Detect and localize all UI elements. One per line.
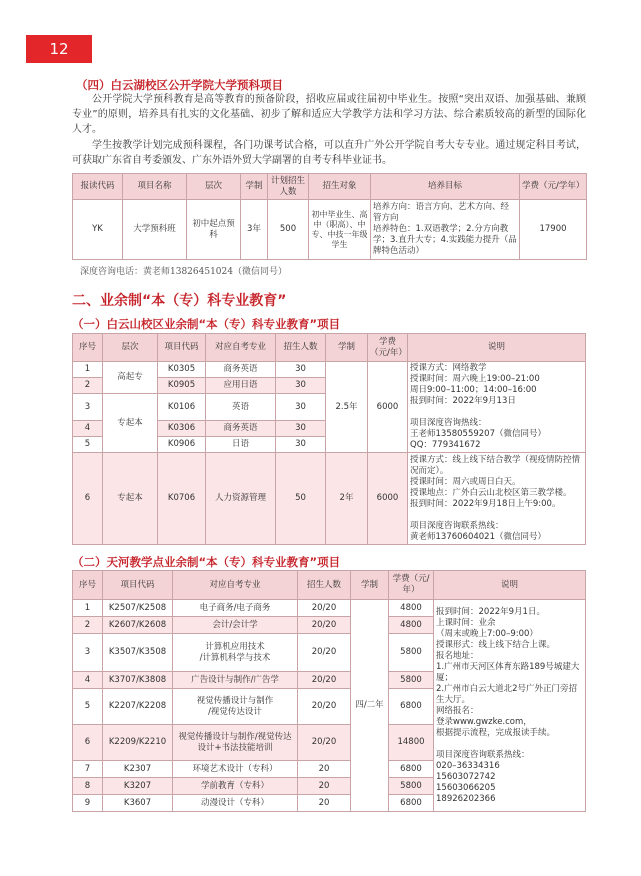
header-level: 层次	[187, 174, 241, 200]
header-major: 对应自考专业	[206, 334, 276, 362]
cell-target: 初中毕业生、高中（职高）、中专、中技一年级学生	[309, 200, 371, 260]
cell-major: 会计/会计学	[173, 617, 298, 634]
cell-fee: 6000	[368, 362, 408, 453]
cell-major: 动漫设计（专科）	[173, 795, 298, 812]
cell-index: 9	[73, 795, 103, 812]
header-quota: 计划招生人数	[268, 174, 309, 200]
cell-code: K0906	[158, 437, 206, 453]
cell-major: 学前教育（专科）	[173, 778, 298, 795]
header-index: 序号	[73, 334, 103, 362]
baiyunshan-table	[72, 333, 586, 545]
cell-level: 专起本	[103, 394, 158, 453]
header-fee: 学费（元/年）	[389, 571, 434, 600]
cell-major: 视觉传播设计与制作 /视觉传达设计	[173, 689, 298, 725]
cell-index: 5	[73, 689, 103, 725]
cell-index: 7	[73, 761, 103, 778]
cell-index: 1	[73, 362, 103, 378]
cell-note: 报到时间：2022年9月1日。 上课时间：业余 （周末或晚上7:00–9:00） 授课形式：线上线下结合上课。 报名地址： 1.广州市天河区体育东路189号城建大厦； 2.广州市白云大道北2号广外正门旁招生大厅。 网络报名： 登录www.gwzke.com， 根据提示流程，完成报读手续。 项目深度咨询联系热线： 020–36334316 15603072742 15603066205 18926202366	[434, 600, 586, 812]
page-number: 12	[26, 35, 92, 63]
cell-code: K2607/K2608	[103, 617, 173, 634]
cell-quota: 30	[276, 421, 326, 437]
header-note: 说明	[434, 571, 586, 600]
cell-quota: 30	[276, 378, 326, 394]
cell-duration: 2.5年	[326, 362, 368, 453]
cell-quota: 20/20	[298, 689, 351, 725]
cell-note: 授课方式：线上线下结合教学（视疫情防控情况而定）。 授课时间：周六或周日白天。 授课地点：广外白云山北校区第三教学楼。 报到时间：2022年9月18日上午9:00。 项目深度咨询联系热线： 黄老师13760604021（微信同号）	[408, 453, 586, 545]
cell-major: 计算机应用技术 /计算机科学与技术	[173, 634, 298, 672]
cell-level: 高起专	[103, 362, 158, 394]
cell-fee: 6800	[389, 795, 434, 812]
cell-duration: 2年	[326, 453, 368, 545]
cell-fee: 17900	[520, 200, 587, 260]
cell-major: 人力资源管理	[206, 453, 276, 545]
header-code: 项目代码	[103, 571, 173, 600]
table-row	[73, 453, 586, 545]
cell-index: 3	[73, 394, 103, 421]
cell-quota: 30	[276, 362, 326, 378]
tianhe-table	[72, 570, 586, 812]
cell-fee: 5800	[389, 778, 434, 795]
cell-duration: 四/二年	[351, 600, 389, 812]
cell-major: 广告设计与制作/广告学	[173, 672, 298, 689]
cell-code: K2207/K2208	[103, 689, 173, 725]
cell-code: K3707/K3808	[103, 672, 173, 689]
cell-code: K2507/K2508	[103, 600, 173, 617]
cell-fee: 5800	[389, 634, 434, 672]
cell-major: 电子商务/电子商务	[173, 600, 298, 617]
cell-major: 视觉传播设计与制作/视觉传达设计+书法技能培训	[173, 725, 298, 761]
table-row	[73, 600, 586, 617]
cell-fee: 6800	[389, 761, 434, 778]
cell-level: 初中起点预科	[187, 200, 241, 260]
cell-quota: 30	[276, 437, 326, 453]
header-index: 序号	[73, 571, 103, 600]
table-row	[73, 200, 587, 260]
cell-major: 英语	[206, 394, 276, 421]
cell-index: 6	[73, 725, 103, 761]
header-target: 招生对象	[309, 174, 371, 200]
header-note: 说明	[408, 334, 586, 362]
cell-code: K3207	[103, 778, 173, 795]
header-duration: 学制	[326, 334, 368, 362]
paragraph-intro: 公开学院大学预科教育是高等教育的预备阶段，招收应届或往届初中毕业生。按照“突出双语、加强基础、兼顾专业”的原则，培养具有扎实的文化基础、初步了解和适应大学教学方法和学习方法、综合素质较高的新型的国际化人才。	[72, 94, 586, 135]
cell-index: 4	[73, 672, 103, 689]
cell-index: 4	[73, 421, 103, 437]
cell-code: K0305	[158, 362, 206, 378]
header-code: 报读代码	[73, 174, 123, 200]
header-code: 项目代码	[158, 334, 206, 362]
cell-level: 专起本	[103, 453, 158, 545]
header-major: 对应自考专业	[173, 571, 298, 600]
cell-major: 日语	[206, 437, 276, 453]
paragraph-pathway: 学生按教学计划完成预科课程，各门功课考试合格，可以直升广外公开学院自考大专专业。通过规定科目考试，可获取广东省自考委颁发、广东外语外贸大学副署的自考专科毕业证书。	[72, 140, 586, 166]
cell-fee: 6800	[389, 689, 434, 725]
cell-fee: 4800	[389, 617, 434, 634]
header-name: 项目名称	[123, 174, 187, 200]
header-goal: 培养目标	[371, 174, 520, 200]
cell-major: 应用日语	[206, 378, 276, 394]
cell-code: K2307	[103, 761, 173, 778]
cell-quota: 20/20	[298, 617, 351, 634]
cell-index: 6	[73, 453, 103, 545]
header-quota: 招生人数	[276, 334, 326, 362]
cell-quota: 20/20	[298, 634, 351, 672]
header-quota: 招生人数	[298, 571, 351, 600]
header-level: 层次	[103, 334, 158, 362]
cell-quota: 20	[298, 761, 351, 778]
cell-quota: 30	[276, 394, 326, 421]
cell-code: K3607	[103, 795, 173, 812]
section-title-parttime: 二、业余制“本（专）科专业教育”	[72, 293, 287, 309]
cell-fee: 4800	[389, 600, 434, 617]
preparatory-table	[72, 173, 587, 260]
cell-index: 1	[73, 600, 103, 617]
cell-fee: 6000	[368, 453, 408, 545]
contact-line: 深度咨询电话：黄老师13826451024（微信同号）	[80, 267, 287, 277]
cell-code: K3507/K3508	[103, 634, 173, 672]
cell-major: 商务英语	[206, 421, 276, 437]
cell-index: 8	[73, 778, 103, 795]
cell-quota: 20	[298, 795, 351, 812]
cell-index: 3	[73, 634, 103, 672]
cell-goal: 培养方向：语言方向、艺术方向、经管方向 培养特色：1.双语教学；2.分方向教学；3.直升大专；4.实践能力提升（品牌特色活动）	[371, 200, 520, 260]
cell-note: 授课方式：网络教学 授课时间：周六晚上19:00–21:00 周日9:00–11:00；14:00–16:00 报到时间：2022年9月13日 项目深度咨询热线： 王老师13580559207（微信同号） QQ：779341672	[408, 362, 586, 453]
cell-duration: 3年	[241, 200, 268, 260]
table-row	[73, 362, 586, 378]
cell-fee: 14800	[389, 725, 434, 761]
cell-quota: 50	[276, 453, 326, 545]
cell-code: K0706	[158, 453, 206, 545]
cell-quota: 20	[298, 778, 351, 795]
cell-index: 5	[73, 437, 103, 453]
cell-code: K2209/K2210	[103, 725, 173, 761]
cell-fee: 5800	[389, 672, 434, 689]
cell-name: 大学预科班	[123, 200, 187, 260]
cell-quota: 20/20	[298, 672, 351, 689]
cell-code: K0905	[158, 378, 206, 394]
cell-quota: 20/20	[298, 600, 351, 617]
section-title-tianhe: （二）天河教学点业余制“本（专）科专业教育”项目	[72, 555, 341, 569]
cell-major: 环境艺术设计（专科）	[173, 761, 298, 778]
cell-code: YK	[73, 200, 123, 260]
cell-code: K0106	[158, 394, 206, 421]
section-title-baiyunshan: （一）白云山校区业余制“本（专）科专业教育”项目	[72, 317, 341, 331]
header-fee: 学费（元/年）	[368, 334, 408, 362]
section-title-preparatory: （四）白云湖校区公开学院大学预科项目	[76, 78, 283, 92]
cell-code: K0306	[158, 421, 206, 437]
cell-quota: 500	[268, 200, 309, 260]
cell-index: 2	[73, 378, 103, 394]
cell-major: 商务英语	[206, 362, 276, 378]
cell-index: 2	[73, 617, 103, 634]
header-duration: 学制	[241, 174, 268, 200]
cell-quota: 20/20	[298, 725, 351, 761]
header-fee: 学费（元/学年）	[520, 174, 587, 200]
header-duration: 学制	[351, 571, 389, 600]
